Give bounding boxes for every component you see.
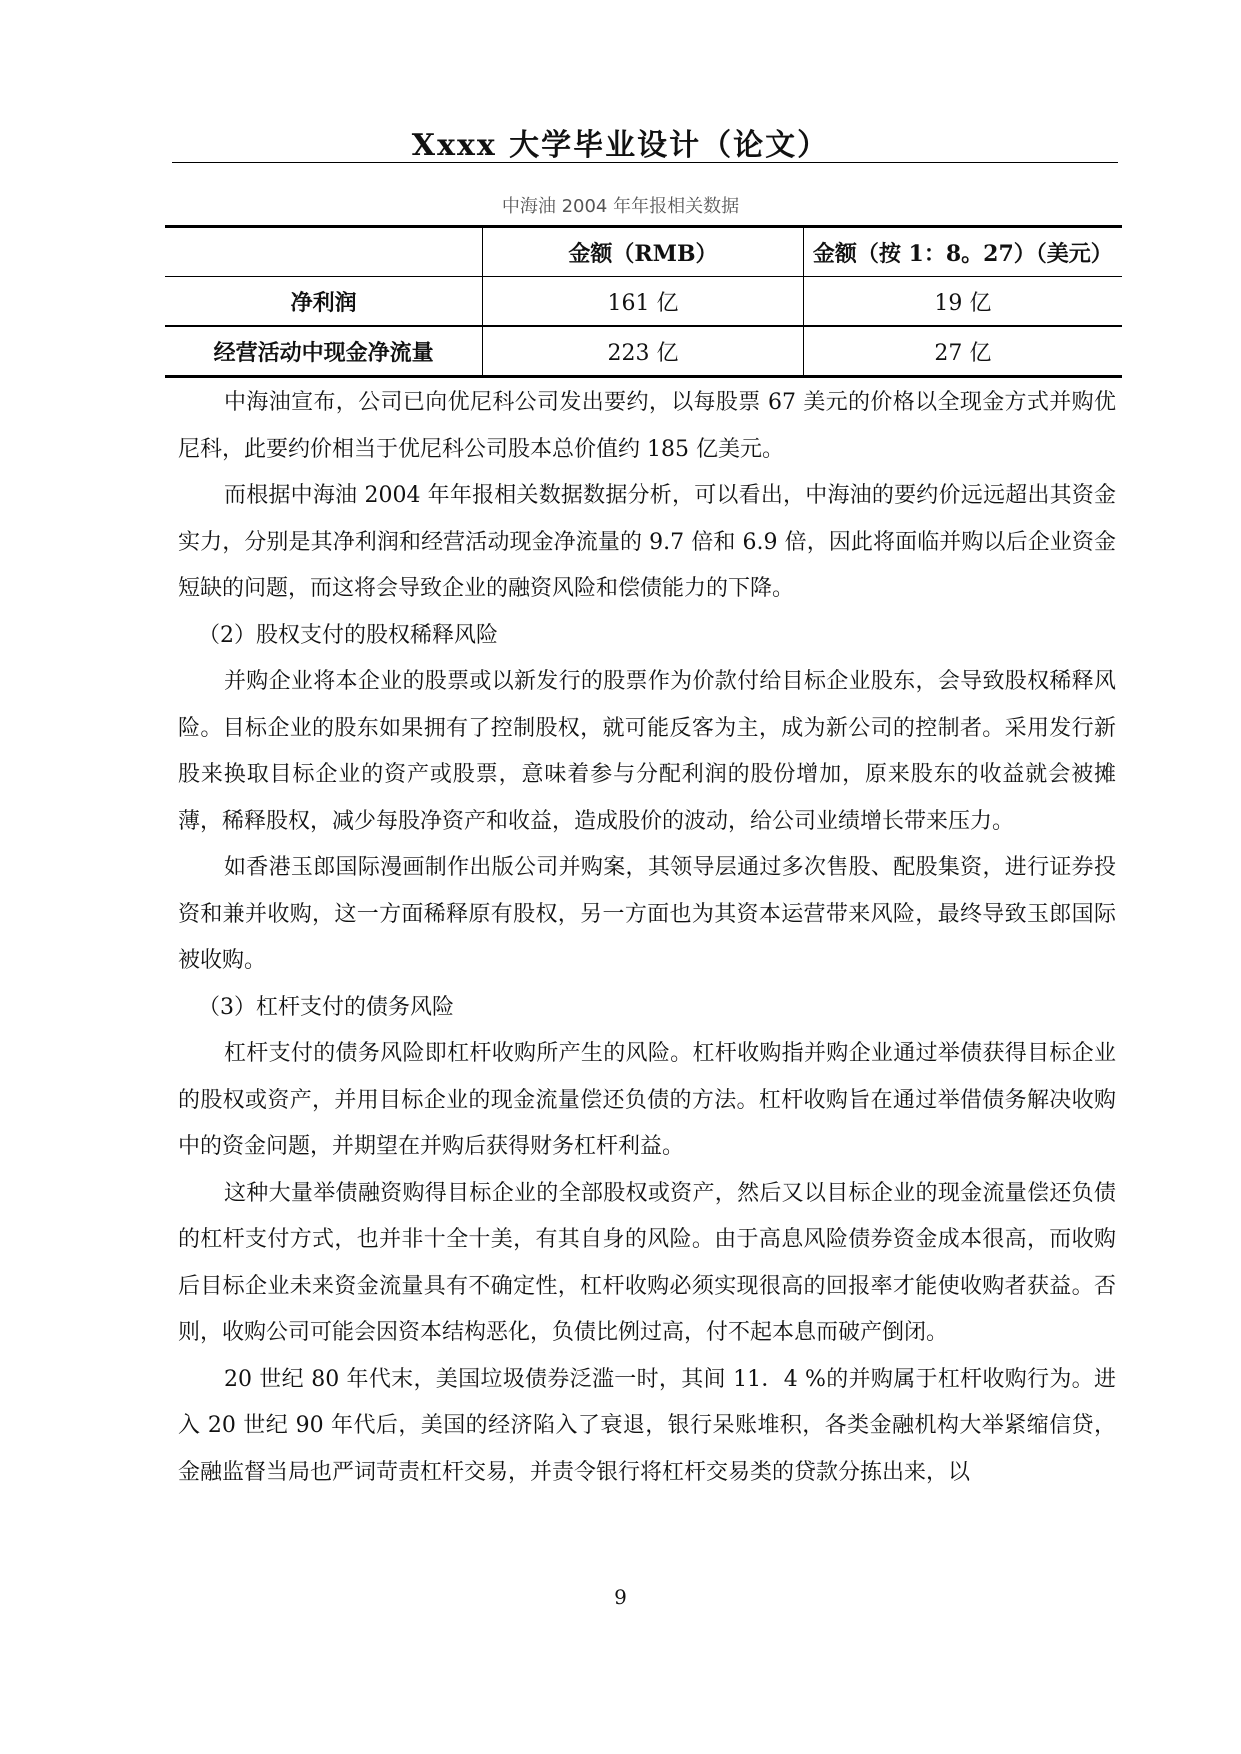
paragraph: 而根据中海油 2004 年年报相关数据数据分析，可以看出，中海油的要约价远远超出其资金实力，分别是其净利润和经营活动现金净流量的 9.7 倍和 6.9 倍，因此将面临并购以后企业资金短缺的问题，而这将会导致企业的融资风险和偿债能力的下降。: [178, 483, 1116, 601]
section-heading: （2）股权支付的股权稀释风险: [198, 622, 498, 648]
rmb-cell: 161 亿: [483, 277, 803, 327]
usd-cell: 27 亿: [803, 326, 1122, 377]
table-header-cell: [165, 227, 483, 277]
paragraph: 中海油宣布，公司已向优尼科公司发出要约，以每股票 67 美元的价格以全现金方式并购优尼科，此要约价相当于优尼科公司股本总价值约 185 亿美元。: [178, 390, 1116, 462]
body-text: [178, 380, 1116, 1496]
header-divider: [172, 162, 1118, 163]
paragraph: 如香港玉郎国际漫画制作出版公司并购案，其领导层通过多次售股、配股集资，进行证券投资和兼并收购，这一方面稀释原有股权，另一方面也为其资本运营带来风险，最终导致玉郎国际被收购。: [178, 855, 1116, 973]
paragraph: 杠杆支付的债务风险即杠杆收购所产生的风险。杠杆收购指并购企业通过举债获得目标企业的股权或资产，并用目标企业的现金流量偿还负债的方法。杠杆收购旨在通过举借债务解决收购中的资金问题，并期望在并购后获得财务杠杆利益。: [178, 1041, 1116, 1159]
rmb-cell: 223 亿: [483, 326, 803, 377]
table-row: [165, 277, 1122, 327]
page-header-title: Xxxx 大学毕业设计（论文）: [411, 128, 830, 163]
page-number: 9: [614, 1585, 627, 1609]
paragraph: 这种大量举债融资购得目标企业的全部股权或资产，然后又以目标企业的现金流量偿还负债的杠杆支付方式，也并非十全十美，有其自身的风险。由于高息风险债券资金成本很高，而收购后目标企业未来资金流量具有不确定性，杠杆收购必须实现很高的回报率才能使收购者获益。否则，收购公司可能会因资本结构恶化，负债比例过高，付不起本息而破产倒闭。: [178, 1180, 1116, 1345]
annual-report-table: [165, 225, 1122, 378]
section-heading: （3）杠杆支付的债务风险: [198, 994, 454, 1020]
table-caption: 中海油 2004 年年报相关数据: [501, 196, 740, 217]
paragraph: 并购企业将本企业的股票或以新发行的股票作为价款付给目标企业股东，会导致股权稀释风险。目标企业的股东如果拥有了控制股权，就可能反客为主，成为新公司的控制者。采用发行新股来换取目标企业的资产或股票，意味着参与分配利润的股份增加，原来股东的收益就会被摊薄，稀释股权，减少每股净资产和收益，造成股价的波动，给公司业绩增长带来压力。: [178, 669, 1116, 834]
usd-cell: 19 亿: [803, 277, 1122, 327]
paragraph: 20 世纪 80 年代末，美国垃圾债券泛滥一时，其间 11．4 %的并购属于杠杆收购行为。进入 20 世纪 90 年代后，美国的经济陷入了衰退，银行呆账堆积，各类金融机构大举紧缩信贷，金融监督当局也严词苛责杠杆交易，并责令银行将杠杆交易类的贷款分拣出来，以: [178, 1366, 1116, 1485]
row-label: 净利润: [165, 277, 483, 327]
table-header-cell: 金额（按 1：8。27）（美元）: [803, 227, 1122, 277]
row-label: 经营活动中现金净流量: [165, 326, 483, 377]
table-header-row: [165, 227, 1122, 277]
table-header-cell: 金额（RMB）: [483, 227, 803, 277]
table-row: [165, 326, 1122, 377]
